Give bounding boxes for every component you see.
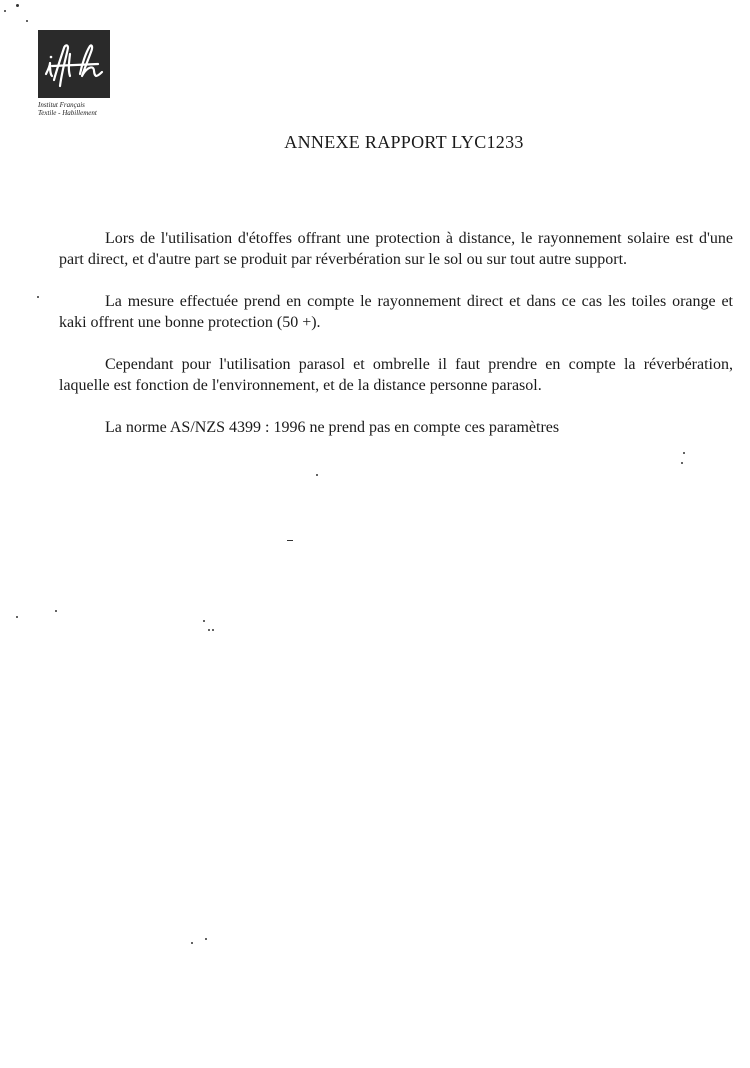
scan-speck bbox=[205, 938, 207, 940]
ifth-logo bbox=[38, 30, 118, 117]
ifth-logo-mark bbox=[38, 30, 110, 98]
paragraph-4: La norme AS/NZS 4399 : 1996 ne prend pas en compte ces paramètres bbox=[105, 419, 560, 436]
scan-speck bbox=[208, 629, 210, 631]
paragraph-1: Lors de l'utilisation d'étoffes offrant une protection à distance, le rayonnement solaire est d'une part direct, et d'autre part se produit par réverbération sur le sol ou sur tout autre support. bbox=[59, 230, 733, 268]
paragraph-2: La mesure effectuée prend en compte le rayonnement direct et dans ce cas les toiles orange et kaki offrent une bonne protection (50 +). bbox=[59, 293, 733, 331]
scan-speck bbox=[316, 474, 318, 476]
ifth-logo-lettering bbox=[38, 30, 110, 98]
scan-speck bbox=[191, 942, 193, 944]
logo-caption bbox=[38, 101, 118, 117]
scan-speck bbox=[16, 616, 18, 618]
scan-speck bbox=[212, 629, 214, 631]
scan-speck bbox=[287, 540, 293, 541]
paragraph-3: Cependant pour l'utilisation parasol et ombrelle il faut prendre en compte la réverbération, laquelle est fonction de l'environnement, et de la distance personne parasol. bbox=[59, 356, 733, 394]
scan-speck bbox=[681, 462, 683, 464]
document-body bbox=[59, 228, 733, 459]
scan-speck bbox=[16, 4, 19, 7]
scan-speck bbox=[37, 296, 39, 298]
document-title: ANNEXE RAPPORT LYC1233 bbox=[284, 132, 524, 152]
scan-speck bbox=[4, 10, 6, 12]
scan-speck bbox=[683, 452, 685, 454]
logo-caption-line1: Institut Français bbox=[38, 101, 85, 109]
scan-speck bbox=[26, 20, 28, 22]
scan-speck bbox=[203, 620, 205, 622]
scan-speck bbox=[55, 610, 57, 612]
logo-caption-line2: Textile - Habillement bbox=[38, 109, 97, 117]
